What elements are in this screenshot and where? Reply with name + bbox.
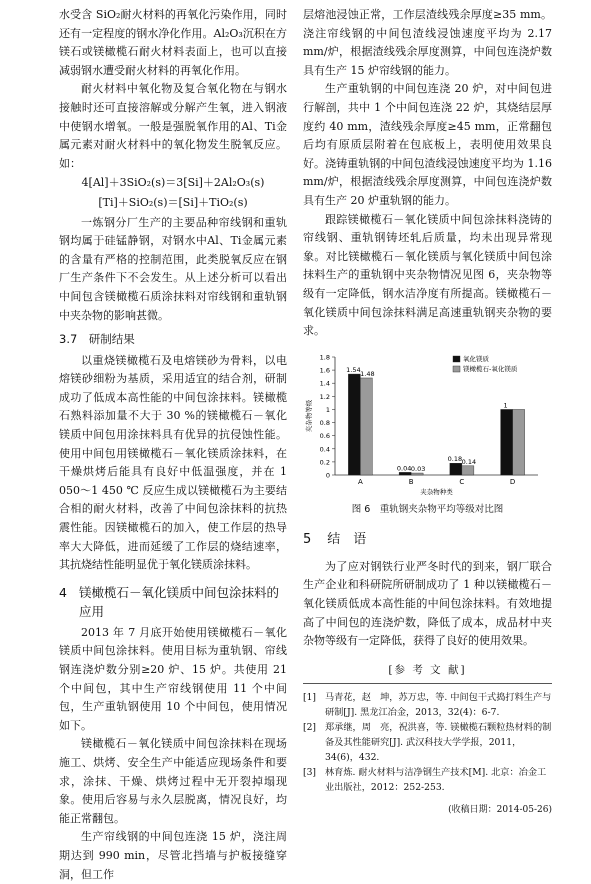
data-label: 0.03 [410,464,426,473]
section-heading-5 [303,531,552,550]
bar-B-2 [411,473,423,475]
paragraph: 为了应对钢铁行业严冬时代的到来，钢厂联合生产企业和科研院所研制成功了 1 种以镁橄榄石－氧化镁质低成本高性能的中间包涂抹料。有效地提高了中间包的连浇炉数，降低了成本，成品材中夹杂物等级有一定降低，获得了良好的使用效果。 [303,559,552,648]
equation-1: 4[Al]＋3SiO₂(s)＝3[Si]＋2Al₂O₃(s) [81,176,265,190]
data-label: 0.14 [461,457,477,466]
section-heading-3-7: 3.7 研制结果 [59,332,135,347]
y-axis-label: 夹杂物等级 [305,399,313,432]
legend-label: 镁橄榄石-氧化镁质 [463,364,518,373]
data-label: 1 [503,401,508,410]
references-title: [参 考 文 献] [388,663,467,676]
paragraph: 2013 年 7 月底开始使用镁橄榄石－氧化镁质中间包涂抹料。使用目标为重轨钢、帘线钢连浇炉数分别≥20 炉、15 炉。共使用 21 个中间包，其中生产帘线钢使用 11 个中间包，生产重轨钢使用 10 个中间包，使用情况如下。 [59,625,287,732]
x-tick-label: D [509,477,516,486]
reference-item [303,690,552,720]
data-label: 1.54 [346,365,361,374]
x-tick-label: C [459,477,465,486]
data-label: 0.04 [396,464,412,473]
bar-A-1 [348,374,360,475]
reference-item [303,765,552,795]
section-number: 4 [59,584,67,600]
bar-D-1 [501,409,513,475]
bar-D-2 [513,409,525,475]
legend-swatch [453,356,460,362]
paragraph: 水受含 SiO₂耐火材料的再氧化污染作用，同时还有一定程度的钢水净化作用。Al₂O₃沉积在方镁石或镁橄榄石耐火材料表面上，也可以直接减弱钢水遭受耐火材料的再氧化作用。 [59,8,287,77]
legend-label: 氧化镁质 [463,354,489,363]
y-tick-label: 1.2 [319,392,330,401]
y-tick-label: 0.8 [319,418,330,427]
section-title: 结 语 [327,532,367,548]
figure-6 [303,347,552,520]
paragraph: 一炼钢分厂生产的主要品种帘线钢和重轨钢均属于硅锰静钢，对钢水中Al、Ti金属元素的含量有严格的控制范围，此类脱氧反应在钢厂生产条件下不会发生。从上述分析可以看出中间包含镁橄榄石质涂抹料对帘线钢和重轨钢中夹杂物的影响甚微。 [59,215,287,322]
y-tick-label: 1.8 [319,353,330,362]
reference-text: 林育炼. 耐火材料与洁净钢生产技术[M]. 北京：冶金工业出版社，2012：252-253. [325,767,547,794]
reference-number: [3] [303,767,317,779]
equation-2: [Ti]＋SiO₂(s)＝[Si]＋TiO₂(s) [98,195,248,209]
y-tick-label: 1.6 [319,366,330,375]
section-number: 5 [303,532,312,548]
bar-A-2 [360,378,372,475]
paragraph: 以重烧镁橄榄石及电熔镁砂为骨料，以电熔镁砂细粉为基质，采用适宜的结合剂，研制成功了低成本高性能的中间包涂抹料。镁橄榄石熟料添加量不大于 30 %的镁橄榄石－氧化镁质中间包用涂抹料具有优异的抗侵蚀性能。使用中间包用镁橄榄石－氧化镁质涂抹料，在干燥烘烤后能具有良好中低温强度，并在 1 050～1 450 ℃ 反应生成以镁橄榄石为主要结合相的耐火材料，改善了中间包涂抹料的抗热震性能。因镁橄榄石的加入，使工作层的热导率大大降低，进而延缓了工作层的烧结速率，其抗烧结性能明显优于氧化镁质涂抹料。 [59,353,287,572]
data-label: 1.48 [360,369,375,378]
paragraph: 生产重轨钢的中间包连浇 20 炉，对中间包进行解剖，共中 1 个中间包连浇 22 炉，其烧结层厚度约 40 mm，渣线残余厚度≥45 mm，正常翻包后均有原质层附着在包底板上，表明使用效果良好。浇铸重轨钢的中间包渣线浸蚀速度平均为 1.16 mm/炉，根据渣线残余厚度测算，中间包连浇炉数具有生产 20 炉重轨钢的能力。 [303,82,552,207]
paragraph: 镁橄榄石－氧化镁质中间包涂抹料在现场施工、烘烤、安全生产中能适应现场条件和要求，涂抹、干燥、烘烤过程中无开裂掉塌现象。使用后容易与永久层脱离，情况良好，均能正常翻包。 [59,737,287,825]
y-tick-label: 0.6 [319,431,330,440]
y-tick-label: 1 [325,405,330,414]
y-tick-label: 0.2 [319,458,330,467]
figure-caption: 图 6 重轨钢夹杂物平均等级对比图 [351,503,504,515]
x-tick-label: A [357,477,363,486]
data-label: 0.18 [447,454,463,463]
reference-item [303,720,552,765]
reference-text: 马青花，赵 坤，苏万忠，等. 中间包干式捣打料生产与研制[J]. 黑龙江冶金，2013，32(4)：6-7. [325,692,552,719]
paragraph: 跟踪镁橄榄石－氧化镁质中间包涂抹料浇铸的帘线钢、重轨钢铸坯轧后质量，均未出现异常现象。对比镁橄榄石－氧化镁质与氧化镁质中间包涂抹料生产的重轨钢中夹杂物情况见图 6，夹杂物等级有一定降低，钢水洁净度有所提高。镁橄榄石－氧化镁质中间包涂抹料满足高速重轨钢夹杂物的要求。 [303,212,552,338]
references-list [303,690,552,795]
bar-C-1 [450,463,462,475]
received-date: (收稿日期：2014-05-26) [448,805,552,816]
section-title: 镁橄榄石－氧化镁质中间包涂抹料的应用 [78,584,279,619]
paragraph: 层熔池浸蚀正常，工作层渣线残余厚度≥35 mm。浇注帘线钢的中间包渣线浸蚀速度平均为 2.17 mm/炉，根据渣线残余厚度测算，中间包连浇炉数具有生产 15 炉帘线钢的能力。 [303,8,552,77]
paragraph: 耐火材料中氧化物及复合氧化物在与钢水接触时还可直接溶解或分解产生氧，进入钢液中使钢水增氧。一般是强脱氧作用的Al、Ti金属元素对耐火材料中的氧化物发生脱氧反应。如： [59,82,287,170]
bar-B-1 [399,472,411,475]
section-heading-4 [59,583,287,621]
x-tick-label: B [408,477,414,486]
y-tick-label: 1.4 [319,379,330,388]
y-tick-label: 0.4 [319,444,330,453]
y-tick-label: 0 [325,471,330,480]
reference-text: 郑承继，周 亮，祝洪喜，等. 镁橄榄石颗粒热材料的制备及其性能研究[J]. 武汉科技大学学报，2011，34(6)，432. [325,722,552,764]
reference-number: [2] [303,722,317,734]
divider [303,683,552,684]
legend-swatch [453,366,460,372]
bar-C-2 [462,466,474,475]
paragraph: 生产帘线钢的中间包连浇 15 炉，浇注周期达到 990 min，尽管北挡墙与护板接缝穿洞，但工作 [59,830,287,881]
right-column [303,6,552,820]
bar-chart [303,347,552,497]
left-column [59,6,287,884]
x-axis-label: 夹杂物种类 [420,487,453,496]
reference-number: [1] [303,692,317,704]
